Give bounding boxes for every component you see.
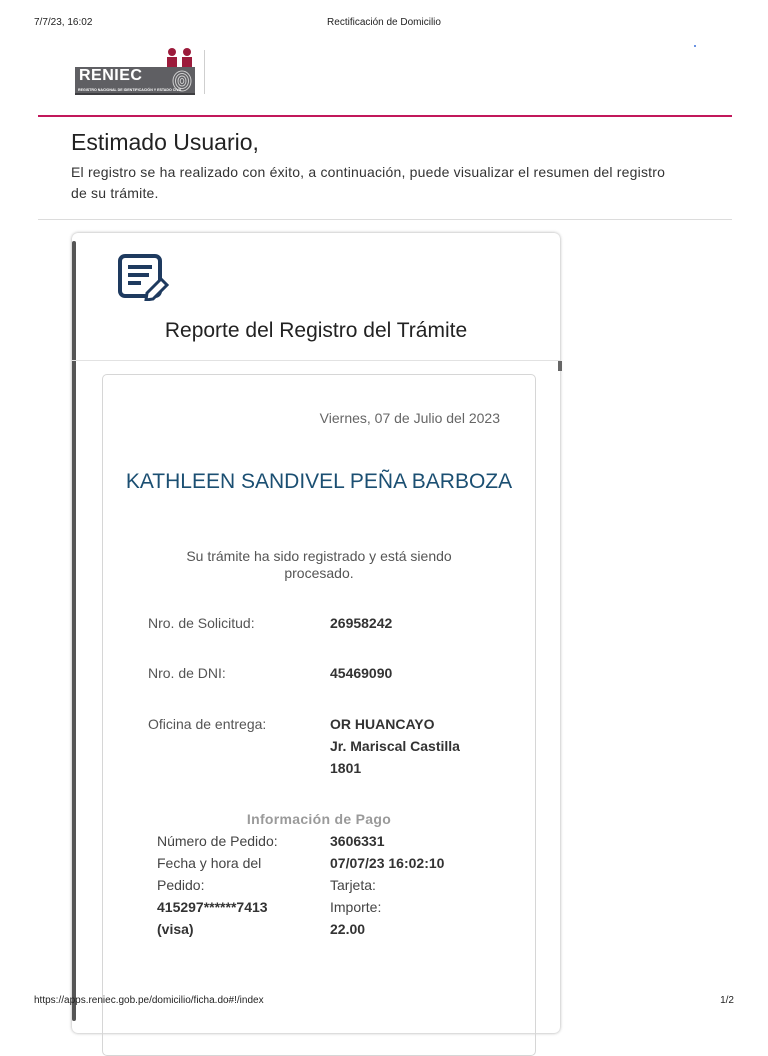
report-card bbox=[72, 233, 560, 1033]
payment-left-column bbox=[157, 830, 278, 940]
tarjeta-label: Tarjeta: bbox=[330, 877, 376, 893]
card-number: 415297******7413 bbox=[157, 899, 268, 915]
card-left-border bbox=[72, 241, 76, 1021]
applicant-name: KATHLEEN SANDIVEL PEÑA BARBOZA bbox=[125, 470, 513, 493]
logo-wordmark: RENIEC bbox=[79, 67, 143, 84]
print-page-title: Rectificación de Domicilio bbox=[327, 17, 441, 28]
report-date: Viernes, 07 de Julio del 2023 bbox=[319, 410, 500, 426]
payment-section-title: Información de Pago bbox=[246, 811, 392, 827]
logo-tagline: REGISTRO NACIONAL DE IDENTIFICACIÓN Y ESTADO CIVIL bbox=[78, 88, 182, 92]
card-divider bbox=[72, 360, 560, 361]
oficina-line-3: 1801 bbox=[330, 760, 362, 776]
oficina-value bbox=[330, 713, 460, 779]
oficina-label: Oficina de entrega: bbox=[148, 716, 267, 732]
logo-divider bbox=[204, 50, 205, 94]
importe-label: Importe: bbox=[330, 899, 382, 915]
decorative-dot bbox=[694, 45, 696, 47]
pedido-label: Número de Pedido: bbox=[157, 833, 278, 849]
fecha-label-line2: Pedido: bbox=[157, 877, 205, 893]
dni-value: 45469090 bbox=[330, 665, 393, 681]
pedido-value: 3606331 bbox=[330, 833, 385, 849]
payment-right-column bbox=[330, 830, 444, 940]
solicitud-value: 26958242 bbox=[330, 615, 393, 631]
fecha-label-line1: Fecha y hora del bbox=[157, 855, 262, 871]
print-page-number: 1/2 bbox=[720, 995, 734, 1006]
solicitud-label: Nro. de Solicitud: bbox=[148, 615, 255, 631]
oficina-line-1: OR HUANCAYO bbox=[330, 716, 435, 732]
fecha-value: 07/07/23 16:02:10 bbox=[330, 855, 445, 871]
dni-label: Nro. de DNI: bbox=[148, 665, 226, 681]
card-type: (visa) bbox=[157, 921, 194, 937]
oficina-line-2: Jr. Mariscal Castilla bbox=[330, 738, 460, 754]
document-edit-icon bbox=[117, 253, 171, 301]
card-right-accent bbox=[558, 361, 562, 371]
print-footer-url: https://apps.reniec.gob.pe/domicilio/ficha.do#!/index bbox=[34, 995, 264, 1006]
intro-text: El registro se ha realizado con éxito, a continuación, puede visualizar el resumen del registro de su trámite. bbox=[71, 164, 666, 201]
print-datetime: 7/7/23, 16:02 bbox=[34, 17, 93, 28]
report-details-box bbox=[102, 374, 536, 1056]
importe-value: 22.00 bbox=[330, 921, 366, 937]
greeting-heading: Estimado Usuario, bbox=[71, 129, 259, 155]
header-accent-rule bbox=[38, 115, 732, 117]
report-title: Reporte del Registro del Trámite bbox=[164, 319, 468, 342]
reniec-logo bbox=[75, 47, 198, 97]
status-message: Su trámite ha sido registrado y está siendo procesado. bbox=[186, 548, 452, 581]
section-divider bbox=[38, 219, 732, 220]
